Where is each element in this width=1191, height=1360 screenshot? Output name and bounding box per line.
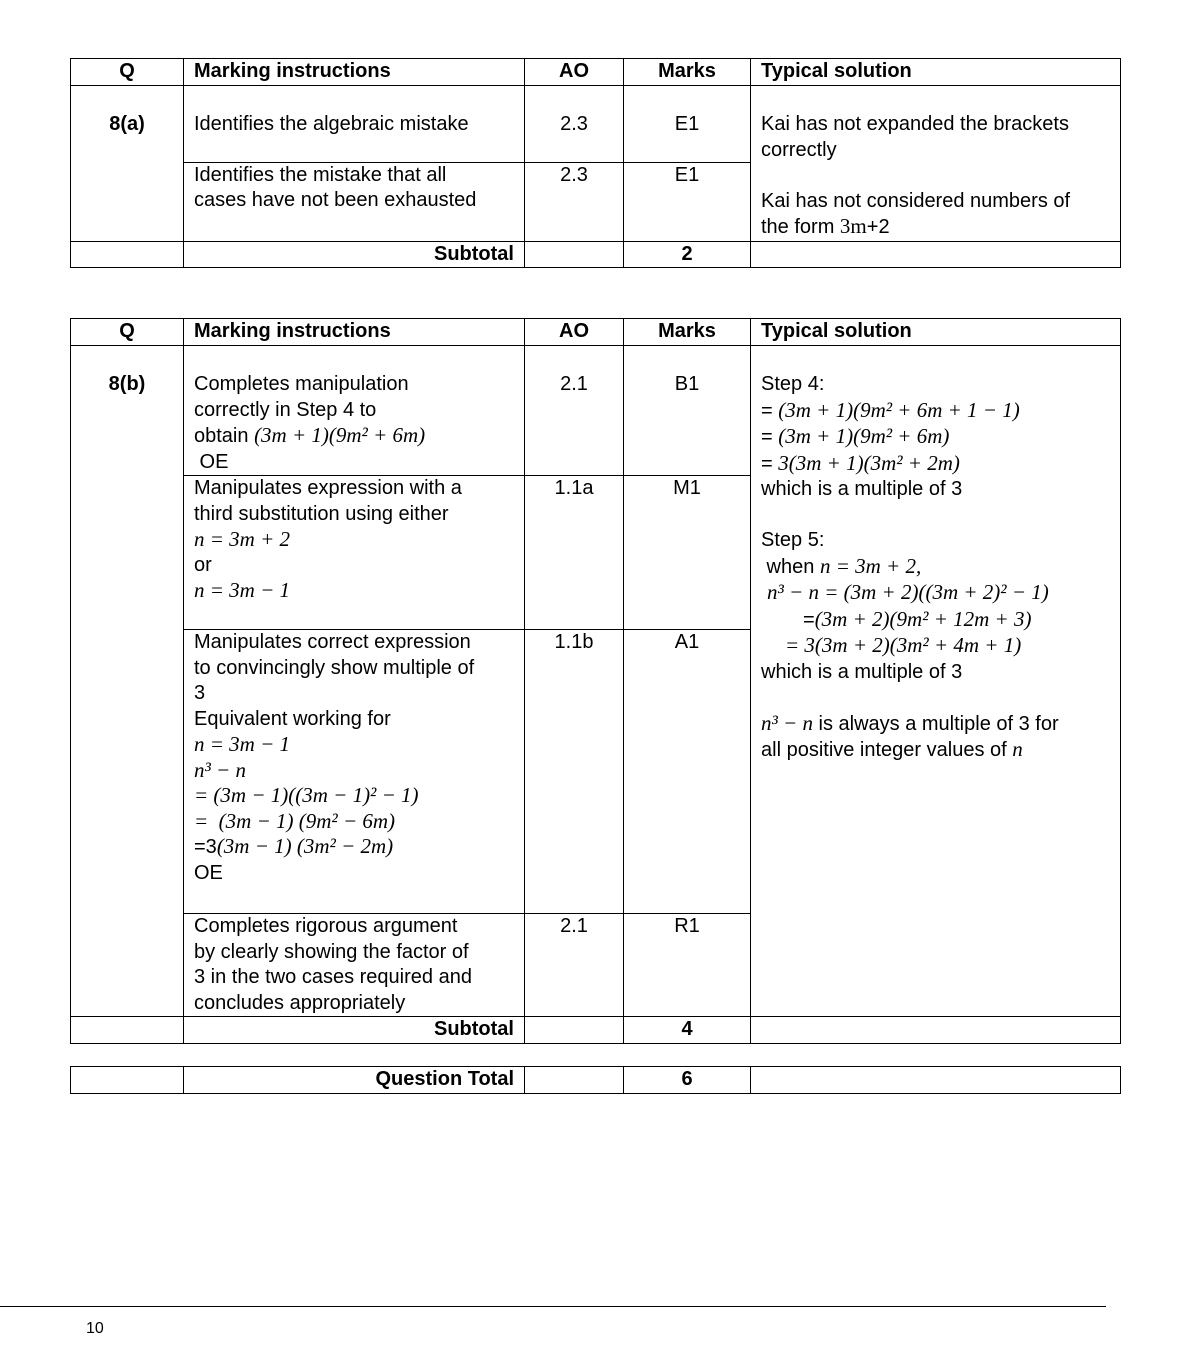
math-expression: = (3m − 1)((3m − 1)² − 1) xyxy=(194,783,419,807)
question-number: 8(a) xyxy=(71,86,184,242)
header-typical-solution: Typical solution xyxy=(751,59,1121,86)
table-row xyxy=(71,346,1121,476)
math-expression: n³ − n xyxy=(761,710,813,735)
math-expression: n = 3m − 1 xyxy=(194,732,291,756)
math-expression: (3m + 1)(9m² + 6m) xyxy=(254,423,426,447)
subtotal-row xyxy=(71,241,1121,268)
typical-solution: Step 4: = (3m + 1)(9m² + 6m + 1 − 1) = (3m + 1)(9m² + 6m) = 3(3m + 1)(3m² + 2m) which is a multiple of 3 Step 5: when n = 3m + 2, n³ − n = (3m + 2)((3m + 2)² − 1) =(3m + 2)(9m² + 12m + 3) = 3(3m + 2)(3m² + 4m + 1) which is a multiple of 3 n³ − n is always a multiple of 3 for all positive integer values of n xyxy=(751,346,1121,1017)
ao-value: 2.1 xyxy=(525,346,624,476)
mark-code: B1 xyxy=(624,346,751,476)
ao-value: 2.1 xyxy=(525,914,624,1017)
solution-line: the form 3m+2 xyxy=(761,214,890,238)
math-expression: n³ − n xyxy=(194,757,246,782)
math-expression: n = 3m − 1 xyxy=(194,578,291,602)
marking-instruction: Completes rigorous argument by clearly showing the factor of 3 in the two cases required and concludes appropriately xyxy=(184,914,525,1017)
subtotal-label: Subtotal xyxy=(184,1017,525,1044)
mark-code: M1 xyxy=(624,476,751,630)
math-expression: (3m + 2)(9m² + 12m + 3) xyxy=(814,606,1032,631)
math-expression: (3m + 1)(9m² + 6m) xyxy=(778,424,950,448)
header-q: Q xyxy=(71,319,184,346)
mark-code: E1 xyxy=(624,162,751,241)
header-marks: Marks xyxy=(624,319,751,346)
math-expression: (3m + 1)(9m² + 6m + 1 − 1) xyxy=(778,397,1020,422)
math-expression: = 3(3m + 2)(3m² + 4m + 1) xyxy=(785,633,1022,657)
math-expression: (3m − 1) (3m² − 2m) xyxy=(216,834,394,858)
math-expression: 3m xyxy=(839,214,867,238)
solution-line: Kai has not expanded the brackets xyxy=(761,113,1069,135)
question-total-row xyxy=(71,1067,1121,1094)
ao-value: 2.3 xyxy=(525,86,624,163)
question-number: 8(b) xyxy=(71,346,184,1017)
question-total-label: Question Total xyxy=(184,1067,525,1094)
header-ao: AO xyxy=(525,59,624,86)
math-expression: n = 3m + 2, xyxy=(819,553,922,578)
mark-code: A1 xyxy=(624,630,751,914)
ao-value: 1.1a xyxy=(525,476,624,630)
header-q: Q xyxy=(71,59,184,86)
solution-line: Kai has not considered numbers of xyxy=(761,189,1071,212)
footer-rule xyxy=(0,1306,1106,1307)
table-header-row xyxy=(71,59,1121,86)
table-row xyxy=(71,86,1121,163)
ao-value: 2.3 xyxy=(525,162,624,241)
question-total-table xyxy=(70,1066,1121,1094)
header-marking-instructions: Marking instructions xyxy=(184,319,525,346)
marking-instruction: Manipulates correct expression to convincingly show multiple of 3 Equivalent working for n = 3m − 1 n³ − n = (3m − 1)((3m − 1)² − 1) = (3m − 1) (9m² − 6m) =3(3m − 1) (3m² − 2m) OE xyxy=(184,630,525,914)
marking-instruction: Completes manipulation correctly in Step 4 to obtain (3m + 1)(9m² + 6m) OE xyxy=(184,346,525,476)
marking-instruction: Identifies the mistake that all cases have not been exhausted xyxy=(184,162,525,241)
math-expression: n xyxy=(1012,737,1023,761)
subtotal-value: 2 xyxy=(624,241,751,268)
marking-instruction: Identifies the algebraic mistake xyxy=(184,86,525,163)
header-ao: AO xyxy=(525,319,624,346)
math-expression: n = 3m + 2 xyxy=(194,527,291,551)
mark-code: E1 xyxy=(624,86,751,163)
math-expression: n³ − n = (3m + 2)((3m + 2)² − 1) xyxy=(767,580,1049,604)
mark-code: R1 xyxy=(624,914,751,1017)
marking-instruction: Manipulates expression with a third substitution using either n = 3m + 2 or n = 3m − 1 xyxy=(184,476,525,630)
mark-scheme-table-8b xyxy=(70,318,1121,1044)
solution-line: correctly xyxy=(761,138,837,161)
math-expression: = (3m − 1) (9m² − 6m) xyxy=(194,808,396,833)
subtotal-value: 4 xyxy=(624,1017,751,1044)
header-marks: Marks xyxy=(624,59,751,86)
page-number: 10 xyxy=(86,1320,104,1337)
math-expression: 3(3m + 1)(3m² + 2m) xyxy=(778,450,960,475)
question-total-value: 6 xyxy=(624,1067,751,1094)
subtotal-row xyxy=(71,1017,1121,1044)
header-typical-solution: Typical solution xyxy=(751,319,1121,346)
subtotal-label: Subtotal xyxy=(184,241,525,268)
table-header-row xyxy=(71,319,1121,346)
ao-value: 1.1b xyxy=(525,630,624,914)
header-marking-instructions: Marking instructions xyxy=(184,59,525,86)
mark-scheme-table-8a xyxy=(70,58,1121,268)
typical-solution xyxy=(751,86,1121,242)
